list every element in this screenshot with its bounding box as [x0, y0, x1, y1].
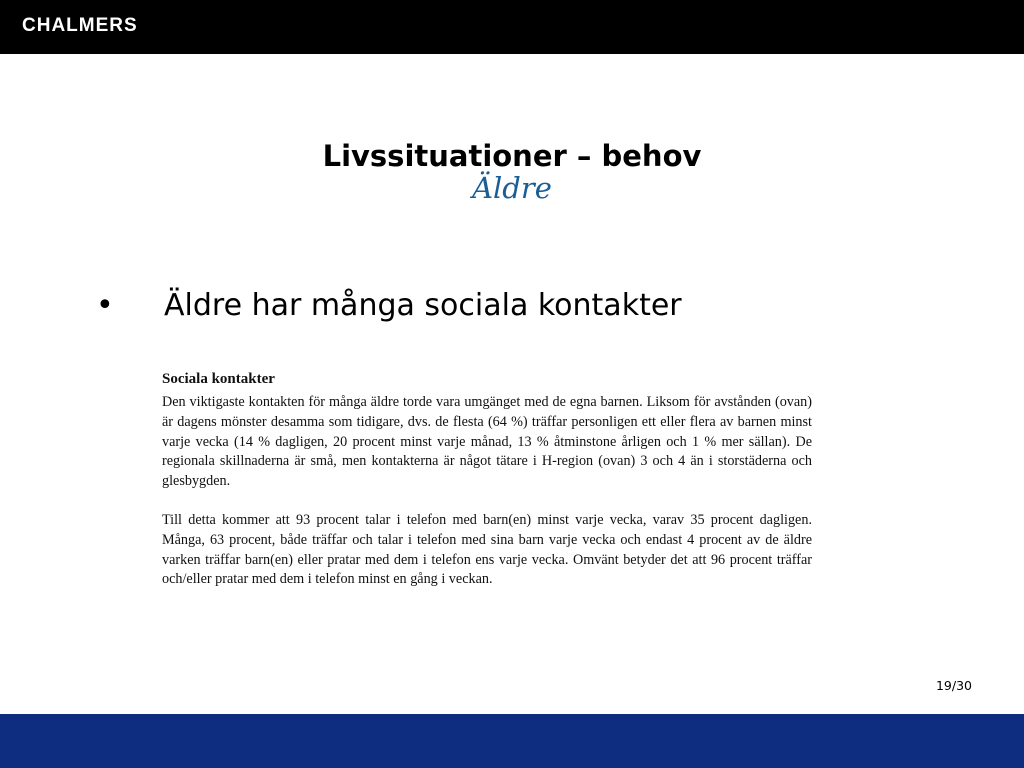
- footer-bar: [0, 714, 1024, 768]
- slide-subtitle: Äldre: [472, 171, 552, 205]
- document-excerpt: [162, 368, 812, 609]
- slide-title-block: [0, 138, 1024, 206]
- page-number: 19/30: [935, 678, 972, 693]
- excerpt-heading: Sociala kontakter: [162, 371, 275, 387]
- header-bar: [0, 0, 1024, 54]
- chalmers-logo: CHALMERS: [22, 15, 138, 36]
- bullet-dot-icon: •: [96, 288, 114, 323]
- slide-title: Livssituationer – behov: [322, 139, 702, 173]
- excerpt-paragraph: Den viktigaste kontakten för många äldre torde vara umgänget med de egna barnen. Liksom för avstånden (ovan) är dagens mönster desamma som tidigare, dvs. de flesta (64 %) träffar personligen ett eller flera av barnen minst varje vecka (14 % dagligen, 20 procent minst varje månad, 13 % åtminstone årligen och 1 % mer sällan). De regionala skillnaderna är små, men kontakterna är något tätare i H-region (ovan) 3 och 4 än i storstäderna och glesbygden.: [162, 394, 812, 490]
- bullet-text: Äldre har många sociala kontakter: [164, 288, 682, 323]
- excerpt-paragraph: Till detta kommer att 93 procent talar i telefon med barn(en) minst varje vecka, varav 35 procent dagligen. Många, 63 procent, både träffar och talar i telefon med sina barn varje vecka och endast 4 procent av de äldre varken träffar barn(en) eller pratar med dem i telefon ens varje vecka. Omvänt betyder det att 96 procent träffar och/eller pratar med dem i telefon minst en gång i veckan.: [162, 511, 812, 588]
